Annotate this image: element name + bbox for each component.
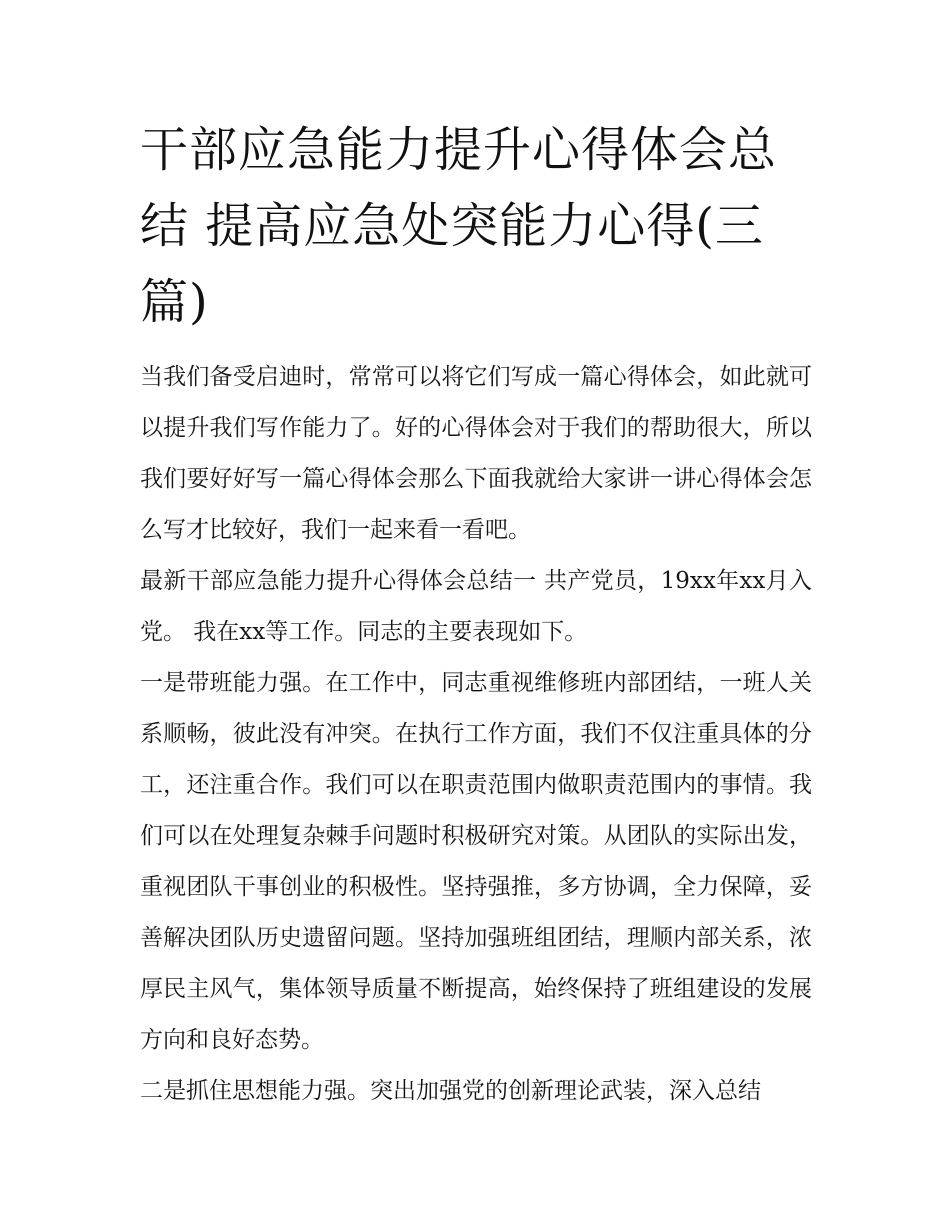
paragraph-point-two: 二是抓住思想能力强。突出加强党的创新理论武装，深入总结: [140, 1078, 761, 1104]
paragraph-point-one: 一是带班能力强。在工作中，同志重视维修班内部团结，一班人关系顺畅，彼此没有冲突。在执行工作方面，我们不仅注重具体的分工，还注重合作。我们可以在职责范围内做职责范围内的事情。我们可以在处理复杂棘手问题时积极研究对策。从团队的实际出发，重视团队干事创业的积极性。坚持强推，多方协调，全力保障，妥善解决团队历史遗留问题。坚持加强班组团结，理顺内部关系，浓厚民主风气，集体领导质量不断提高，始终保持了班组建设的发展方向和良好态势。: [140, 670, 812, 1053]
paragraph-summary-one: 最新干部应急能力提升心得体会总结一 共产党员，19xx年xx月入党。 我在xx等工作。同志的主要表现如下。: [140, 568, 812, 645]
document-title: 干部应急能力提升心得体会总结 提高应急处突能力心得(三篇): [140, 122, 778, 330]
document-body: [140, 352, 812, 1117]
paragraph-intro: 当我们备受启迪时，常常可以将它们写成一篇心得体会，如此就可以提升我们写作能力了。好的心得体会对于我们的帮助很大，所以我们要好好写一篇心得体会那么下面我就给大家讲一讲心得体会怎么写才比较好，我们一起来看一看吧。: [140, 364, 812, 543]
